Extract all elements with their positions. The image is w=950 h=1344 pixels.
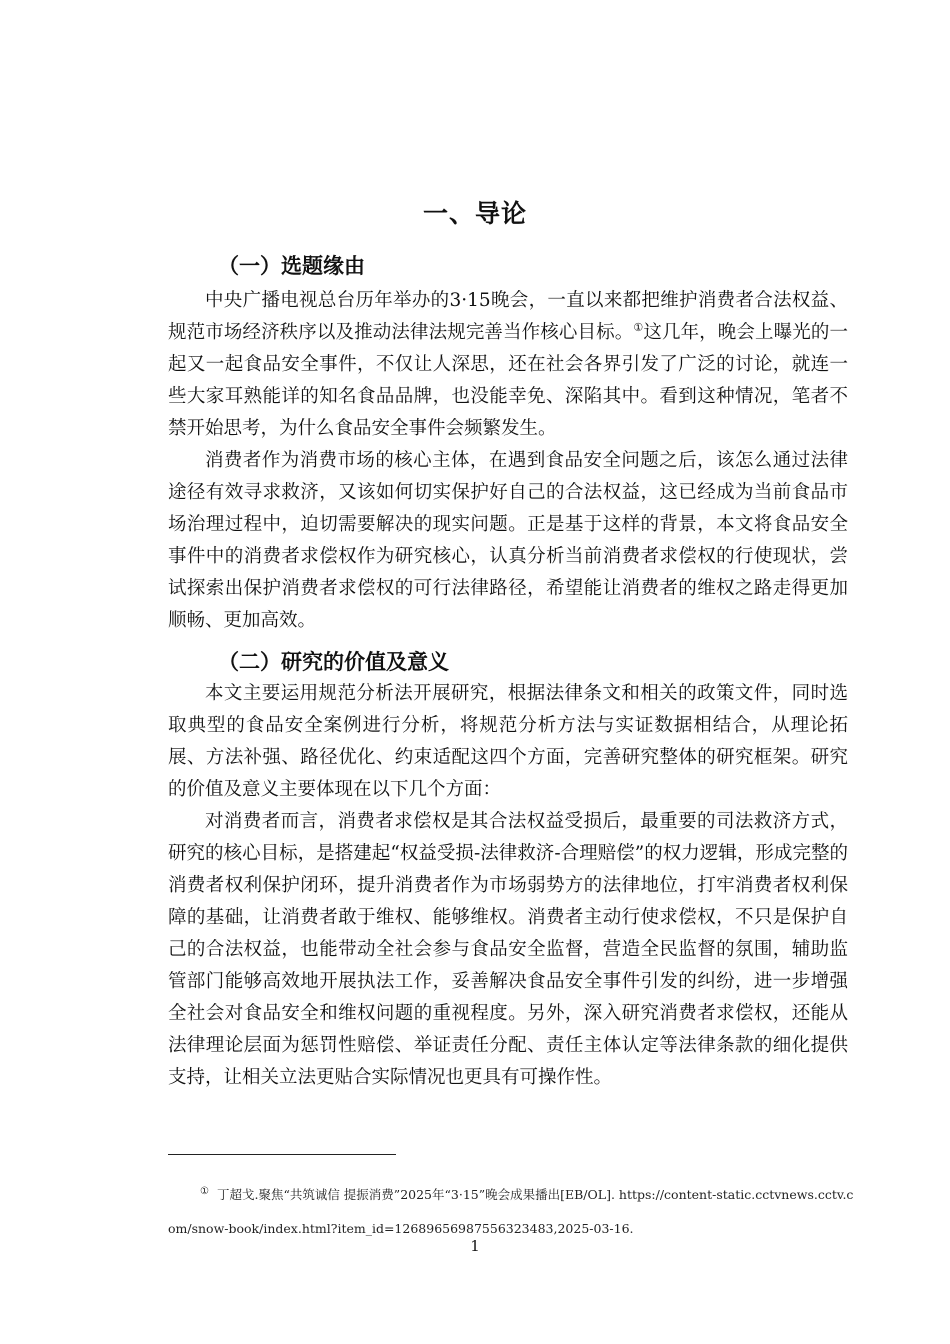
section-body-topic-origin: [168, 285, 848, 637]
paragraph-text: 这几年，晚会上曝光的一起又一起食品安全事件，不仅让人深思，还在社会各界引发了广泛的讨论，就连一些大家耳熟能详的知名食品品牌，也没能幸免、深陷其中。看到这种情况，笔者不禁开始思考，为什么食品安全事件会频繁发生。: [168, 322, 848, 439]
section-body-research-value: [168, 678, 848, 1094]
footnote-divider: [168, 1154, 396, 1155]
footnote-reference[interactable]: ①: [633, 320, 644, 334]
paragraph: 对消费者而言，消费者求偿权是其合法权益受损后，最重要的司法救济方式，研究的核心目标，是搭建起“权益受损-法律救济-合理赔偿”的权力逻辑，形成完整的消费者权利保护闭环，提升消费者作为市场弱势方的法律地位，打牢消费者权利保障的基础，让消费者敢于维权、能够维权。消费者主动行使求偿权，不只是保护自己的合法权益，也能带动全社会参与食品安全监督，营造全民监督的氛围，辅助监管部门能够高效地开展执法工作，妥善解决食品安全事件引发的纠纷，进一步增强全社会对食品安全和维权问题的重视程度。另外，深入研究消费者求偿权，还能从法律理论层面为惩罚性赔偿、举证责任分配、责任主体认定等法律条款的细化提供支持，让相关立法更贴合实际情况也更具有可操作性。: [168, 811, 848, 1088]
section-heading-topic-origin: （一）选题缘由: [218, 254, 365, 278]
paragraph: 消费者作为消费市场的核心主体，在遇到食品安全问题之后，该怎么通过法律途径有效寻求救济，又该如何切实保护好自己的合法权益，这已经成为当前食品市场治理过程中，迫切需要解决的现实问题。正是基于这样的背景，本文将食品安全事件中的消费者求偿权作为研究核心，认真分析当前消费者求偿权的行使现状，尝试探索出保护消费者求偿权的可行法律路径，希望能让消费者的维权之路走得更加顺畅、更加高效。: [168, 450, 848, 631]
paragraph: 本文主要运用规范分析法开展研究，根据法律条文和相关的政策文件，同时选取典型的食品安全案例进行分析，将规范分析方法与实证数据相结合，从理论拓展、方法补强、路径优化、约束适配这四个方面，完善研究整体的研究框架。研究的价值及意义主要体现在以下几个方面：: [168, 683, 848, 800]
footnote-mark: ①: [200, 1185, 209, 1197]
paragraph-text: 中央广播电视总台历年举办的3·15晚会，一直以来都把维护消费者合法权益、规范市场经济秩序以及推动法律法规完善当作核心目标。: [168, 290, 848, 343]
chapter-title: 一、导论: [422, 199, 527, 228]
section-heading-research-value: （二）研究的价值及意义: [218, 650, 449, 674]
footnote-text: 丁超戈.聚焦“共筑诚信 提振消费”2025年“3·15”晚会成果播出[EB/OL]. https://content-static.cctvnews.cctv.com/snow-book/index.html?item_id=12689656987556323483,2025-03-16.: [168, 1187, 854, 1236]
paragraph: [168, 285, 848, 445]
page-number: 1: [470, 1237, 480, 1255]
